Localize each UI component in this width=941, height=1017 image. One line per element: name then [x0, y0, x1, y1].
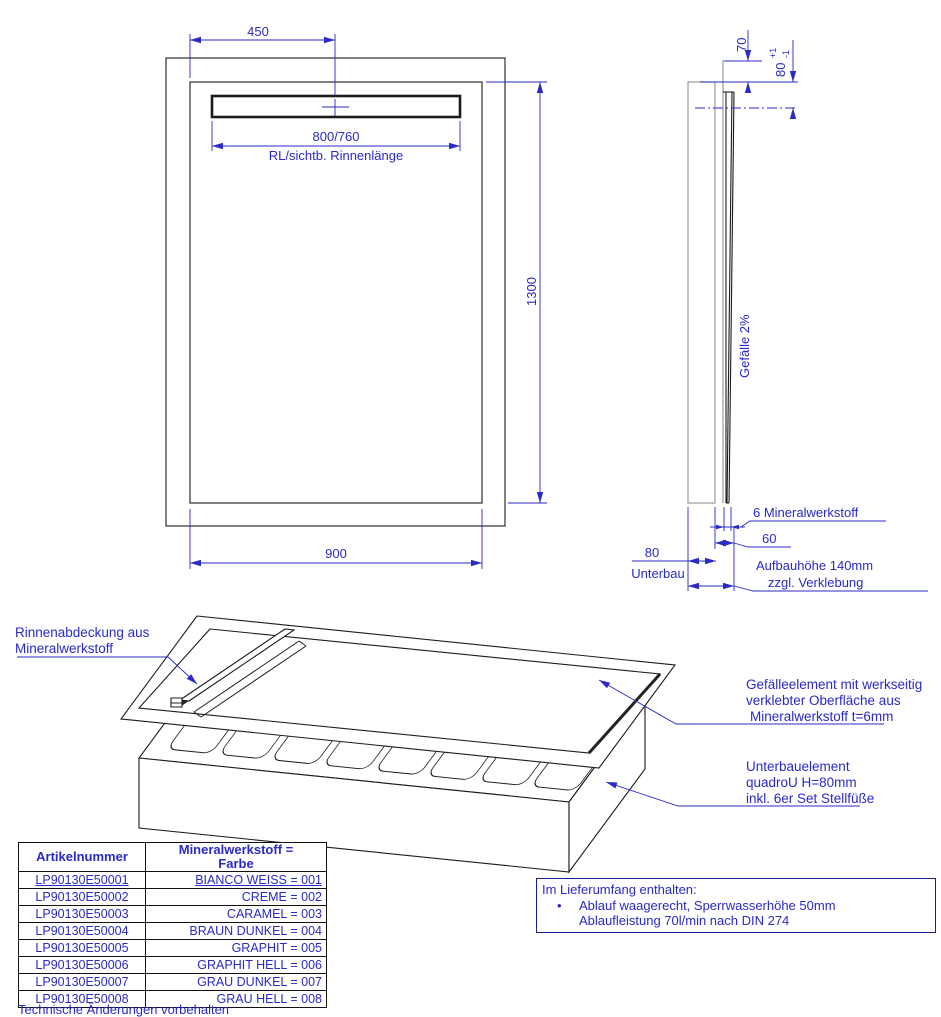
height-note-line2: zzgl. Verklebung: [768, 575, 864, 590]
surface-label-line1: Gefälleelement mit werkseitig: [746, 677, 923, 692]
table-row: [19, 872, 327, 889]
base-label-line3: inkl. 6er Set Stellfüße: [746, 791, 875, 806]
delivery-item: • Ablauf waagerecht, Sperrwasserhöhe 50mm: [557, 897, 836, 913]
farbe-cell: GRAPHIT = 005: [146, 940, 327, 957]
artikelnummer-cell: LP90130E50008: [19, 991, 146, 1008]
dim-channel-text: 800/760: [312, 129, 360, 144]
table-row: [19, 974, 327, 991]
parts-table: [18, 842, 327, 1008]
dim-80-top-text: 80: [773, 62, 788, 77]
footer-note: Technische Änderungen vorbehalten: [18, 1002, 230, 1017]
side-view: [688, 60, 734, 503]
farbe-cell: CARAMEL = 003: [146, 906, 327, 923]
farbe-cell: BRAUN DUNKEL = 004: [146, 923, 327, 940]
delivery-item: Ablaufleistung 70l/min nach DIN 274: [579, 913, 790, 928]
table-row: [19, 889, 327, 906]
artikelnummer-cell[interactable]: LP90130E50001: [19, 872, 146, 889]
front-view-texts: [247, 24, 539, 561]
note-6mm: 6 Mineralwerkstoff: [753, 505, 859, 520]
tolerance-minus: -1: [781, 49, 791, 58]
dim-900-text: 900: [325, 546, 347, 561]
side-view-texts: [631, 38, 873, 590]
slope-label: Gefälle 2%: [737, 314, 752, 378]
slope-element-profile: [723, 92, 734, 503]
unterbau-label: Unterbau: [631, 566, 685, 581]
delivery-title: Im Lieferumfang enthalten:: [542, 882, 697, 897]
iso-view: [15, 616, 922, 872]
farbe-header: Mineralwerkstoff = Farbe: [146, 843, 327, 872]
artikelnummer-header: Artikelnummer: [19, 843, 146, 872]
table-row: [19, 940, 327, 957]
unterbau-side: [688, 82, 715, 503]
artikelnummer-cell: LP90130E50006: [19, 957, 146, 974]
farbe-cell: GRAU HELL = 008: [146, 991, 327, 1008]
artikelnummer-cell: LP90130E50002: [19, 889, 146, 906]
farbe-cell[interactable]: BIANCO WEISS = 001: [146, 872, 327, 889]
farbe-cell: GRAPHIT HELL = 006: [146, 957, 327, 974]
farbe-cell: CREME = 002: [146, 889, 327, 906]
artikelnummer-cell: LP90130E50004: [19, 923, 146, 940]
drain-channel: [212, 96, 460, 117]
surface-label-line2: verklebter Oberfläche aus: [746, 693, 901, 708]
dim-60-text: 60: [762, 531, 777, 546]
front-view-dimensions: [190, 34, 547, 569]
bullet-icon: •: [557, 897, 562, 913]
artikelnummer-cell: LP90130E50005: [19, 940, 146, 957]
dim-80-bottom-text: 80: [644, 545, 660, 560]
dim-450-text: 450: [247, 24, 269, 39]
height-note-line1: Aufbauhöhe 140mm: [756, 558, 874, 573]
delivery-scope-box: [536, 878, 936, 933]
artikelnummer-cell: LP90130E50007: [19, 974, 146, 991]
table-row: [19, 906, 327, 923]
dim-70-text: 70: [734, 37, 749, 52]
base-label-line2: quadroU H=80mm: [746, 775, 857, 790]
tolerance-plus: +1: [768, 47, 778, 58]
shower-element-outline: [190, 82, 482, 503]
artikelnummer-cell: LP90130E50003: [19, 906, 146, 923]
cover-label-line2: Mineralwerkstoff: [15, 641, 114, 656]
farbe-cell: GRAU DUNKEL = 007: [146, 974, 327, 991]
channel-caption: RL/sichtb. Rinnenlänge: [268, 148, 404, 163]
dim-1300-text: 1300: [524, 277, 539, 306]
table-row: [19, 923, 327, 940]
table-header-row: [19, 843, 327, 872]
table-row: [19, 957, 327, 974]
base-label-line1: Unterbauelement: [746, 759, 850, 774]
cover-label-line1: Rinnenabdeckung aus: [15, 625, 150, 640]
surface-label-line3: Mineralwerkstoff t=6mm: [750, 709, 894, 724]
